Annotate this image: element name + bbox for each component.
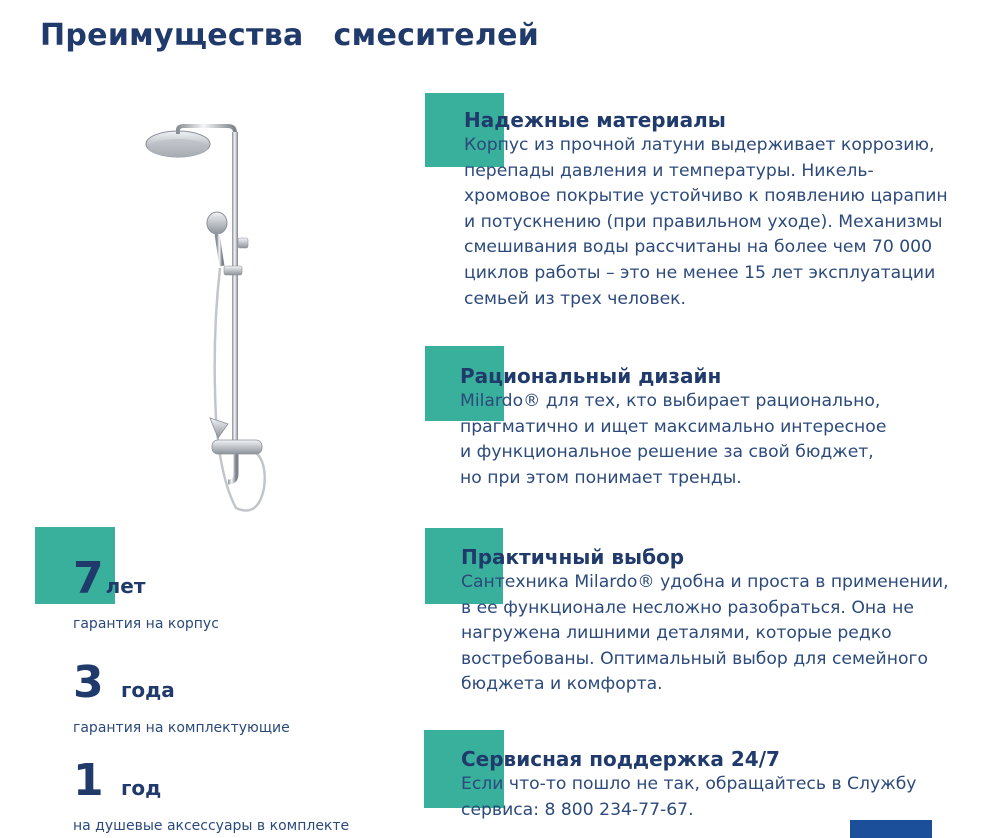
feature-text-line: востребованы. Оптимальный выбор для семейного — [461, 648, 928, 669]
feature-design — [460, 363, 886, 491]
feature-materials — [464, 107, 948, 312]
feature-text-line: Корпус из прочной латуни выдерживает коррозию, — [464, 135, 935, 155]
shower-system-image — [140, 118, 280, 518]
feature-text-line: сервиса: 8 800 234-77-67. — [461, 799, 694, 820]
feature-text-line: Milardo® для тех, кто выбирает рационально, — [460, 391, 881, 411]
feature-heading: Сервисная поддержка 24/7 — [461, 747, 780, 771]
feature-text-line: хромовое покрытие устойчиво к появлению царапин — [464, 186, 948, 207]
stat-description: гарантия на комплектующие — [73, 720, 290, 736]
title-word-2: смесителей — [333, 18, 540, 53]
feature-text-line: нагружена лишними деталями, которые редко — [461, 623, 892, 644]
feature-text-line: бюджета и комфорта. — [461, 674, 663, 695]
stat-description: гарантия на корпус — [73, 616, 219, 632]
feature-service — [461, 746, 916, 823]
feature-heading: Рациональный дизайн — [460, 364, 722, 388]
feature-text-line: в ее функционале несложно разобраться. Она не — [461, 597, 914, 618]
page-title — [40, 18, 539, 53]
feature-text — [464, 133, 948, 312]
stat-number: 1 — [73, 755, 104, 806]
feature-text-line: смешивания воды рассчитаны на более чем 70 000 — [464, 237, 933, 258]
feature-text-line: Если что-то пошло не так, обращайтесь в Службу — [461, 774, 917, 794]
feature-text-line: перепады давления и температуры. Никель- — [464, 160, 874, 181]
feature-text-line: семьей из трех человек. — [464, 288, 687, 309]
stat-unit: год — [120, 776, 162, 800]
stat-description: на душевые аксессуары в комплекте — [73, 818, 350, 834]
feature-choice — [461, 544, 949, 698]
feature-text-line: и потускнению (при правильном уходе). Механизмы — [464, 211, 943, 232]
feature-text — [461, 570, 949, 698]
feature-heading: Надежные материалы — [464, 108, 726, 132]
feature-text-line: циклов работы – это не менее 15 лет эксплуатации — [464, 262, 936, 283]
feature-text — [461, 772, 916, 823]
feature-text — [460, 389, 886, 491]
title-word-1: Преимущества — [40, 18, 304, 53]
stat-body-warranty — [73, 553, 219, 632]
feature-text-line: Сантехника Milardo® удобна и проста в применении, — [461, 572, 949, 592]
feature-text-line: и функциональное решение за свой бюджет, — [460, 442, 874, 463]
stat-parts-warranty — [73, 657, 290, 736]
stat-unit: лет — [105, 574, 146, 598]
feature-heading: Практичный выбор — [461, 545, 685, 569]
stat-number: 3 — [73, 657, 104, 708]
stat-accessories-warranty — [73, 755, 350, 834]
feature-text-line: но при этом понимает тренды. — [460, 467, 742, 488]
feature-text-line: прагматично и ищет максимально интересное — [460, 416, 887, 437]
stat-number: 7 — [73, 553, 104, 604]
stat-unit: года — [120, 678, 175, 702]
corner-decoration — [850, 820, 932, 838]
